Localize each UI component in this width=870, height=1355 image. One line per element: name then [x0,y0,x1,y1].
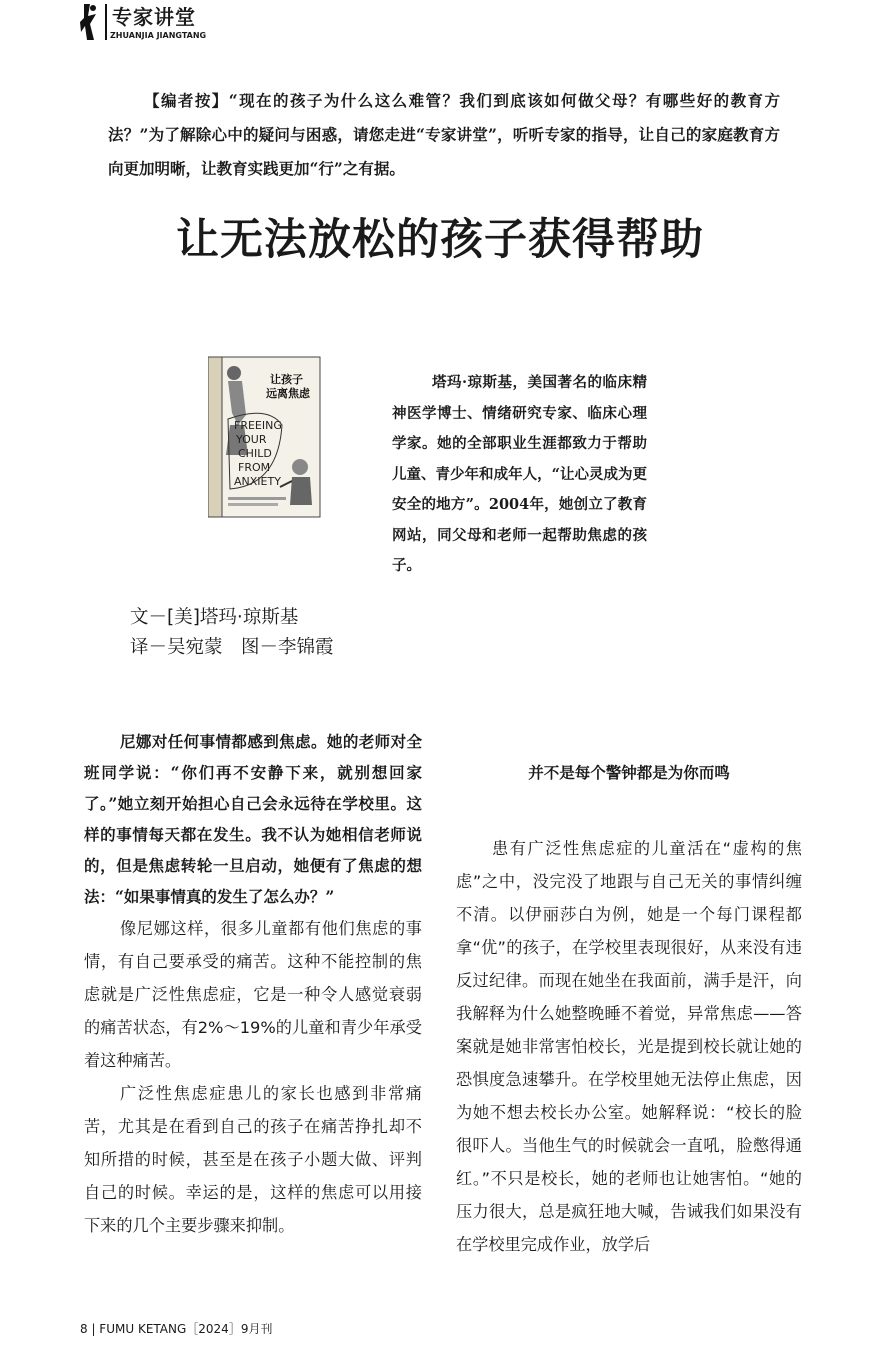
book-cn-title: 让孩子 [270,373,303,386]
paragraph: 患有广泛性焦虑症的儿童活在“虚构的焦虑”之中，没完没了地跟与自己无关的事情纠缠不清。以伊丽莎白为例，她是一个每门课程都拿“优”的孩子，在学校里表现很好，从来没有违反过纪律。而现在她坐在我面前，满手是汗，向我解释为什么她整晚睡不着觉，异常焦虑——答案就是她非常害怕校长，光是提到校长就让她的恐惧度急速攀升。在学校里她无法停止焦虑，因为她不想去校长办公室。她解释说：“校长的脸很吓人。当他生气的时候就会一直吼，脸憋得通红。”不只是校长，她的老师也让她害怕。“她的压力很大，总是疯狂地大喊，告诫我们如果没有在学校里完成作业，放学后 [456,839,802,1254]
author-bio: 塔玛·琼斯基，美国著名的临床精神医学博士、情绪研究专家、临床心理学家。她的全部职业生涯都致力于帮助儿童、青少年和成年人，“让心灵成为更安全的地方”。2004年，她创立了教育网站，同父母和老师一起帮助焦虑的孩子。 [392,374,647,574]
editor-note [108,84,780,186]
section-heading: 并不是每个警钟都是为你而鸣 [528,764,730,782]
svg-text:FREEING: FREEING [234,419,282,432]
svg-text:YOUR: YOUR [236,433,267,446]
section-logo-icon [78,2,100,42]
section-header [78,0,278,44]
section-title: 专家讲堂 [112,5,196,29]
translator-illustrator-credit: 译－吴宛蒙 图－李锦霞 [130,637,334,658]
article-credits [130,603,334,663]
page-footer: 8 | FUMU KETANG［2024］9月刊 [80,1322,273,1336]
paragraph: 尼娜对任何事情都感到焦虑。她的老师对全班同学说：“你们再不安静下来，就别想回家了。”她立刻开始担心自己会永远待在学校里。这样的事情每天都在发生。我不认为她相信老师说的，但是焦虑转轮一旦启动，她便有了焦虑的想法：“如果事情真的发生了怎么办？” [84,732,422,906]
svg-text:ANXIETY: ANXIETY [234,475,281,488]
editor-note-text: “现在的孩子为什么这么难管？我们到底该如何做父母？有哪些好的教育方法？”为了解除心中的疑问与困惑，请您走进“专家讲堂”，听听专家的指导，让自己的家庭教育方向更加明晰，让教育实践更加“行”之有据。 [108,91,780,178]
author-credit: 文－[美]塔玛·琼斯基 [130,607,299,628]
paragraph: 广泛性焦虑症患儿的家长也感到非常痛苦，尤其是在看到自己的孩子在痛苦挣扎却不知所措的时候，甚至是在孩子小题大做、评判自己的时候。幸运的是，这样的焦虑可以用接下来的几个主要步骤来抑制。 [84,1084,422,1235]
header-divider [105,4,107,40]
svg-text:CHILD: CHILD [238,447,272,460]
left-column [84,726,422,1242]
article-title: 让无法放松的孩子获得帮助 [176,215,704,265]
section-subtitle: ZHUANJIA JIANGTANG [110,31,207,40]
paragraph: 像尼娜这样，很多儿童都有他们焦虑的事情，有自己要承受的痛苦。这种不能控制的焦虑就是广泛性焦虑症，它是一种令人感觉衰弱的痛苦状态，有2%～19%的儿童和青少年承受着这种痛苦。 [84,919,422,1070]
right-column [456,760,802,1261]
book-cover-image [208,355,322,519]
svg-text:远离焦虑: 远离焦虑 [266,387,310,400]
editor-note-tag: 【编者按】 [144,92,229,110]
svg-text:FROM: FROM [238,461,271,474]
